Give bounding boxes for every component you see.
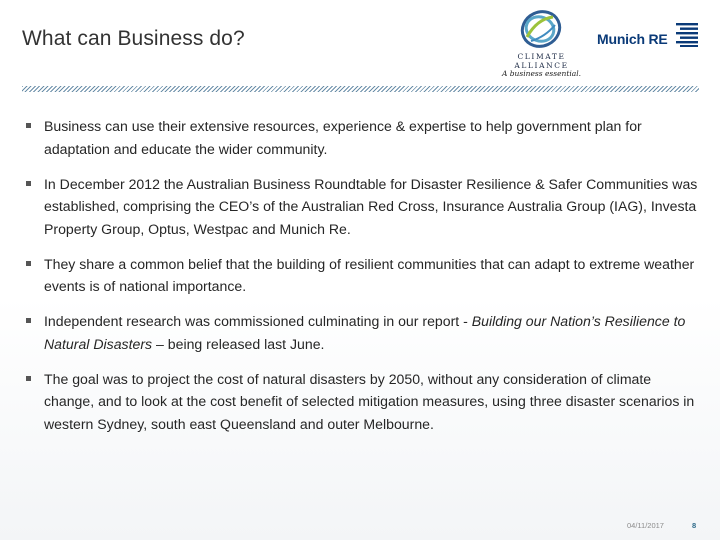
bullet-item xyxy=(22,368,702,436)
munich-re-stripes-icon xyxy=(676,23,698,47)
bullet-list xyxy=(22,115,702,448)
bullet-square-icon xyxy=(26,181,31,186)
report-title: Building our Nation’s Resilience to Natural Disasters xyxy=(44,313,686,352)
footer-date: 04/11/2017 xyxy=(627,521,664,530)
bullet-item xyxy=(22,253,702,298)
bullet-square-icon xyxy=(26,376,31,381)
bullet-item xyxy=(22,115,702,160)
bullet-square-icon xyxy=(26,261,31,266)
hatched-divider xyxy=(22,86,699,92)
slide-title: What can Business do? xyxy=(22,27,245,50)
bullet-square-icon xyxy=(26,318,31,323)
munich-re-name: Munich RE xyxy=(597,31,668,47)
bullet-item xyxy=(22,173,702,241)
climate-alliance-name: CLIMATE ALLIANCE xyxy=(514,52,569,70)
climate-alliance-logo xyxy=(490,5,593,84)
bullet-item xyxy=(22,310,702,355)
bullet-square-icon xyxy=(26,123,31,128)
bullet-text: They share a common belief that the building of resilient communities that can adapt to extreme weather events is of national importance. xyxy=(44,255,695,294)
bullet-text-before: Independent research was commissioned culminating in our report - xyxy=(44,313,472,329)
page-number: 8 xyxy=(692,521,697,530)
climate-alliance-swirl-icon xyxy=(515,7,567,51)
bullet-text: The goal was to project the cost of natural disasters by 2050, without any consideration of climate change, and to look at the cost benefit of selected mitigation measures, using three disaster scenarios in western Sydney, south east Queensland and outer Melbourne. xyxy=(44,370,695,432)
bullet-text: Business can use their extensive resources, experience & expertise to help government plan for adaptation and educate the wider community. xyxy=(44,118,642,157)
climate-alliance-tagline: A business essential. xyxy=(501,69,582,78)
bullet-text: In December 2012 the Australian Business Roundtable for Disaster Resilience & Safer Communities was established, comprising the CEO’s of the Australian Red Cross, Insurance Australia Group (IAG), Investa Property Group, Optus, Westpac and Munich Re. xyxy=(44,175,698,237)
bullet-text-after: – being released last June. xyxy=(152,335,325,352)
